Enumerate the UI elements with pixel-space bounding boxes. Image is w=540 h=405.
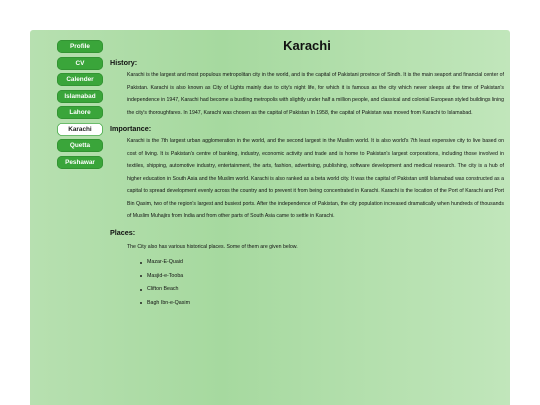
sidebar-nav <box>57 40 103 172</box>
list-item: Bagh Ibn-e-Qasim <box>140 297 504 311</box>
nav-quetta-button[interactable]: Quetta <box>57 139 103 152</box>
main-content <box>110 38 504 310</box>
nav-lahore-button[interactable]: Lahore <box>57 106 103 119</box>
nav-calender-button[interactable]: Calender <box>57 73 103 86</box>
nav-cv-button[interactable]: CV <box>57 57 103 70</box>
nav-profile-button[interactable]: Profile <box>57 40 103 53</box>
history-paragraph: Karachi is the largest and most populous metropolitan city in the world, and is the capital of Pakistani province of Sindh. It is the main seaport and financial center of Pakistan. Karachi is also known as City of Lights mainly due to city's night life, for which it is famous as the city which never sleeps at the time of Pakistan's independence in 1947, Karachi had become a bustling metropolis with slightly under half a million people, and classical and colonial European styled buildings lining the city's thoroughfares. In 1947, Karachi was chosen as the capital of Pakistan In 1958, the capital of Pakistan was moved from Karachi to Islamabad. <box>127 72 504 116</box>
nav-peshawar-button[interactable]: Peshawar <box>57 156 103 169</box>
places-intro: The City also has various historical places. Some of them are given below. <box>127 243 298 250</box>
list-item: Masjid-e-Tooba <box>140 270 504 284</box>
importance-paragraph: Karachi is the 7th largest urban agglomeration in the world, and the second largest in the Muslim world. It is also world's 7th least expensive city to live based on cost of living. It is Pakistan's centre of banking, industry, economic activity and trade and is home to Pakistan's largest corporations, including those involved in textiles, shipping, automotive industry, entertainment, the arts, fashion, advertising, publishing, software development and medical research. The city is a hub of higher education in South Asia and the Muslim world. Karachi is also ranked as a beta world city. It was the capital of Pakistan until Islamabad was constructed as a capital to spread development evenly across the country and to prevent it from being concentrated in Karachi. Karachi is the location of the Port of Karachi and Port Bin Qasim, two of the region's largest and busiest ports. After the independence of Pakistan, the city population increased dramatically when hundreds of thousands of Muslim Muhajirs from India and from other parts of South Asia came to settle in Karachi. <box>127 138 504 219</box>
nav-islamabad-button[interactable]: Islamabad <box>57 90 103 103</box>
importance-heading: Importance: <box>110 124 152 133</box>
list-item: Mazar-E-Quaid <box>140 256 504 270</box>
list-item: Clifton Beach <box>140 283 504 297</box>
nav-karachi-button[interactable]: Karachi <box>57 123 103 136</box>
history-heading: History: <box>110 58 138 67</box>
page-panel <box>30 30 510 405</box>
places-heading: Places: <box>110 227 136 237</box>
places-list <box>110 256 504 310</box>
page-title: Karachi <box>283 38 331 53</box>
